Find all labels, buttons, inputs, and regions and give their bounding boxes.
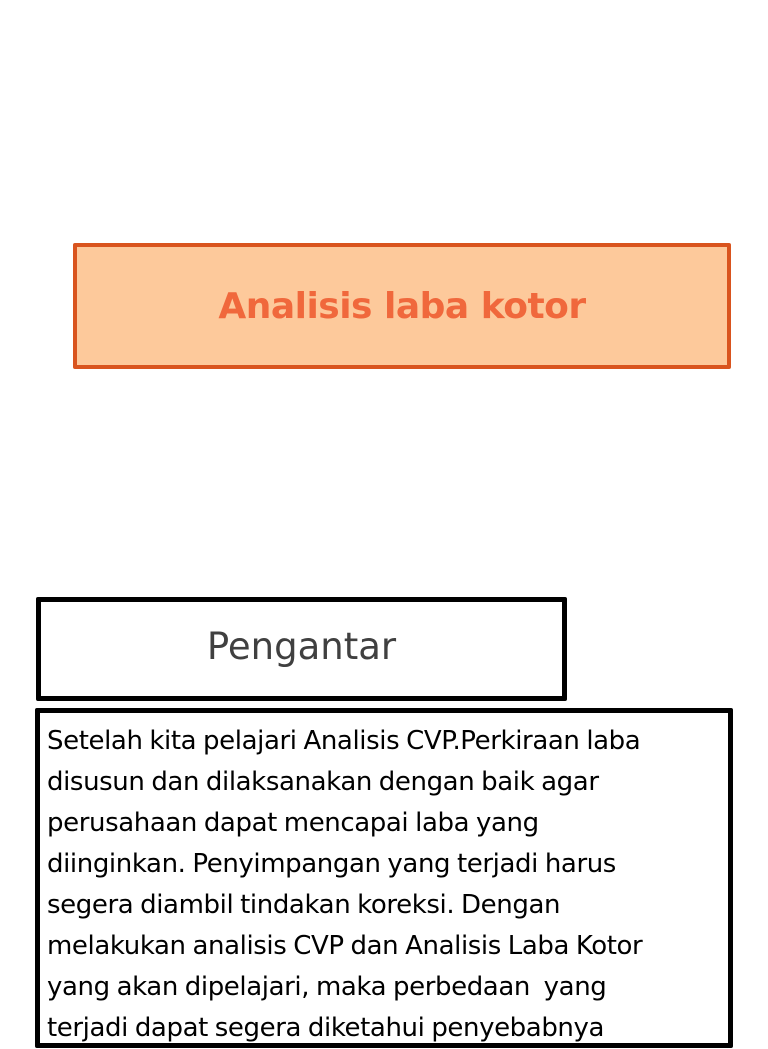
- body-line: diinginkan. Penyimpangan yang terjadi harus: [47, 849, 616, 879]
- section-heading: Pengantar: [206, 624, 397, 668]
- body-line: terjadi dapat segera diketahui penyebabnya: [47, 1013, 605, 1043]
- section-heading-box: [36, 597, 567, 701]
- body-line: Setelah kita pelajari Analisis CVP.Perkiraan laba: [47, 726, 641, 756]
- body-line: segera diambil tindakan koreksi. Dengan: [47, 890, 561, 920]
- body-paragraph: [47, 721, 727, 1049]
- body-line: yang akan dipelajari, maka perbedaan yang: [47, 972, 607, 1002]
- body-line: melakukan analisis CVP dan Analisis Laba Kotor: [47, 931, 643, 961]
- body-line: disusun dan dilaksanakan dengan baik agar: [47, 767, 599, 797]
- body-line: perusahaan dapat mencapai laba yang: [47, 808, 539, 838]
- title-box: [73, 243, 731, 369]
- body-text-box: [35, 708, 733, 1048]
- slide-title: Analisis laba kotor: [218, 285, 586, 327]
